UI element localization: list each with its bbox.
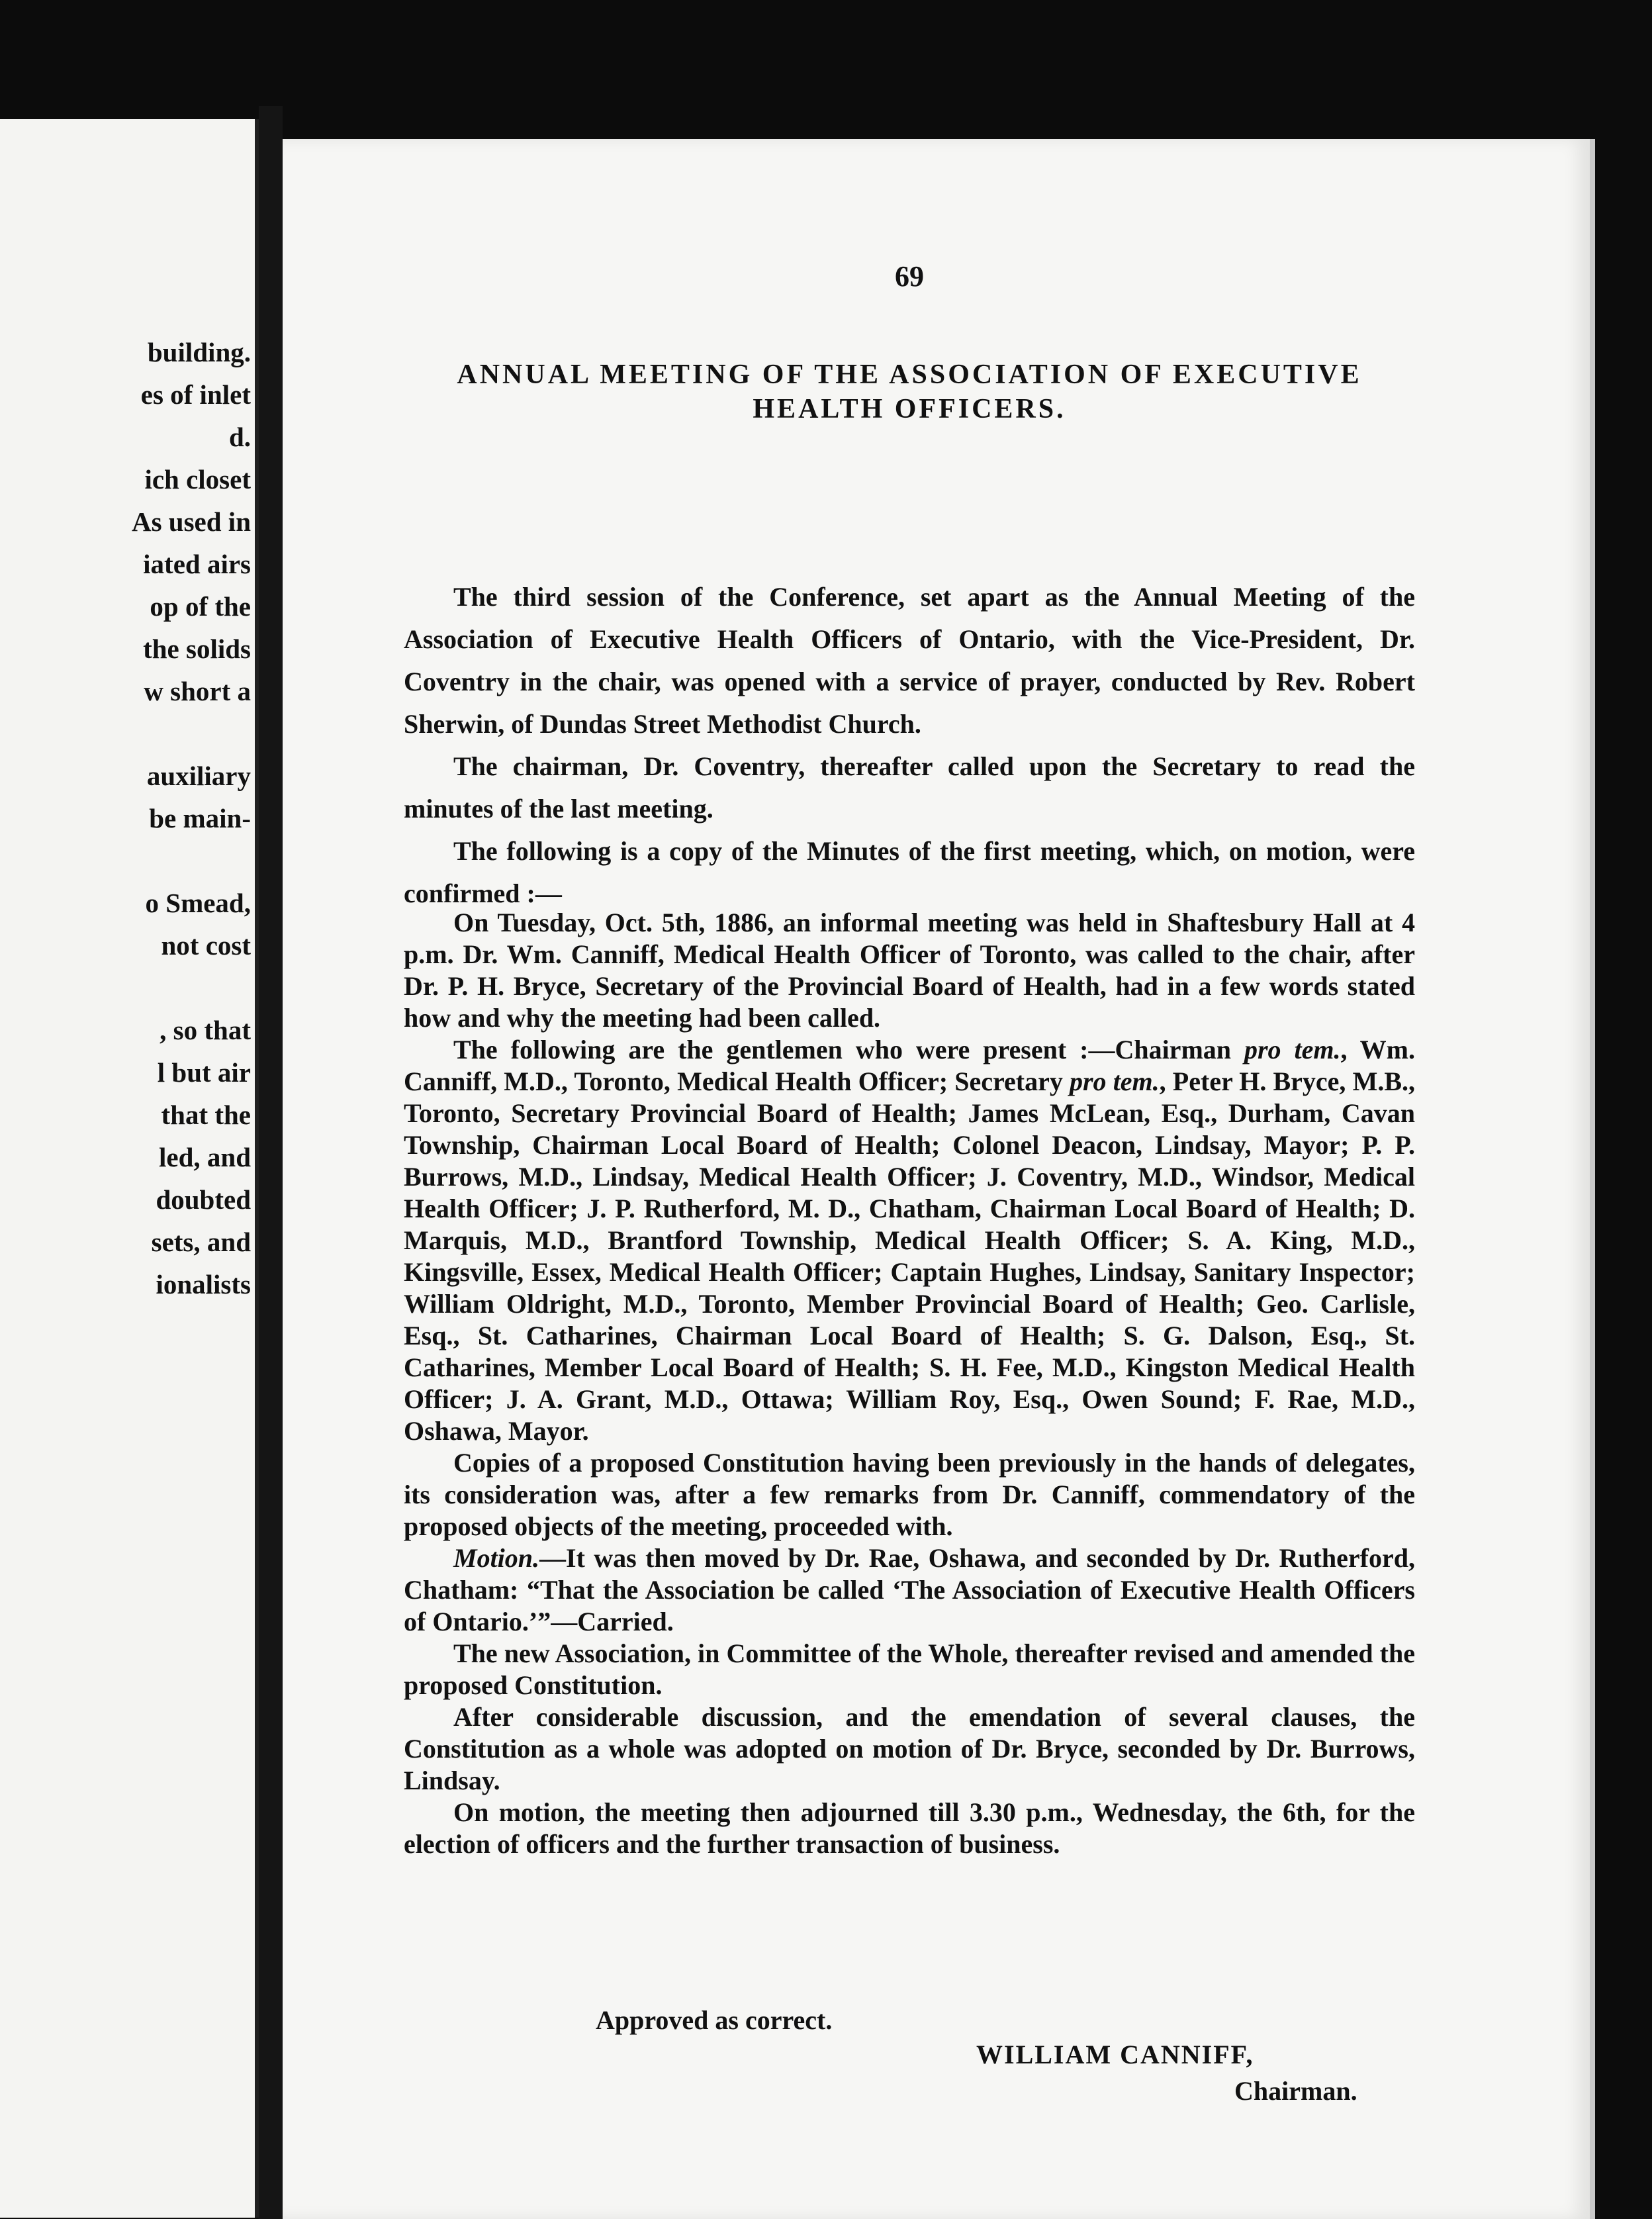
intro-section	[404, 576, 1415, 915]
book-gutter	[259, 106, 283, 2219]
left-page-line: be main-	[149, 803, 251, 833]
title-line-2: HEALTH OFFICERS.	[753, 394, 1066, 424]
signature-name: WILLIAM CANNIFF,	[976, 2040, 1254, 2069]
left-page-line: As used in	[131, 506, 251, 537]
left-page-line: doubted	[156, 1184, 251, 1215]
left-page-line: iated airs	[143, 549, 251, 579]
left-page-line: led, and	[159, 1142, 251, 1172]
left-page-line: auxiliary	[146, 761, 251, 791]
left-page-line: d.	[228, 422, 251, 452]
signature-title: Chairman.	[1234, 2076, 1357, 2106]
left-page-line: o Smead,	[145, 888, 251, 918]
left-page-line: , so that	[160, 1015, 251, 1045]
pro-tem-italic: pro tem.	[1069, 1066, 1160, 1096]
pro-tem-italic: pro tem.	[1244, 1035, 1341, 1064]
left-page-line: ionalists	[156, 1269, 251, 1299]
left-page-line: ich closet	[144, 464, 251, 495]
left-page-text	[132, 331, 251, 1305]
left-page-line: the solids	[143, 634, 251, 664]
minutes-paragraph: On Tuesday, Oct. 5th, 1886, an informal meeting was held in Shaftesbury Hall at 4 p.m. Dr. Wm. Canniff, Medical Health Officer of Toronto, was called to the chair, after Dr. P. H. Bryce, Secretary of the Provincial Board of Health, had in a few words stated how and why the meeting had been called.	[404, 908, 1415, 1033]
left-page-line: sets, and	[151, 1227, 251, 1257]
minutes-section	[404, 907, 1415, 1860]
minutes-paragraph: Copies of a proposed Constitution having been previously in the hands of delegates, its consideration was, after a few remarks from Dr. Canniff, commendatory of the proposed objects of the meeting, proceeded with.	[404, 1448, 1415, 1541]
article-title	[404, 357, 1415, 426]
attendees-text: The following are the gentlemen who were present :—Chairman	[453, 1035, 1244, 1064]
left-page-line	[132, 712, 251, 755]
minutes-paragraph: On motion, the meeting then adjourned till 3.30 p.m., Wednesday, the 6th, for the election of officers and the further transaction of business.	[404, 1797, 1415, 1859]
title-line-1: ANNUAL MEETING OF THE ASSOCIATION OF EXECUTIVE	[457, 359, 1362, 390]
approved-line: Approved as correct.	[596, 2005, 833, 2035]
left-page-line: op of the	[150, 591, 251, 622]
left-page-line: l but air	[157, 1057, 251, 1088]
left-page-line	[132, 967, 251, 1009]
left-page-line	[132, 839, 251, 882]
intro-paragraph: The chairman, Dr. Coventry, thereafter called upon the Secretary to read the minutes of the last meeting.	[404, 751, 1415, 824]
left-page-line: not cost	[161, 930, 251, 961]
left-page-line: w short a	[144, 676, 251, 706]
intro-paragraph: The third session of the Conference, set apart as the Annual Meeting of the Association of Executive Health Officers of Ontario, with the Vice-President, Dr. Coventry in the chair, was opened with a service of prayer, conducted by Rev. Robert Sherwin, of Dundas Street Methodist Church.	[404, 582, 1415, 739]
attendees-text: , Wm. Canniff, M.D., Toronto, Medical Health Officer; Secretary	[404, 1035, 1415, 1096]
left-page-line: building.	[147, 337, 251, 367]
left-page-line: es of inlet	[140, 379, 251, 410]
motion-paragraph	[404, 1542, 1415, 1638]
minutes-paragraph: The new Association, in Committee of the Whole, thereafter revised and amended the proposed Constitution.	[404, 1638, 1415, 1700]
attendees-text: , Peter H. Bryce, M.B., Toronto, Secretary Provincial Board of Health; James McLean, Esq., Durham, Cavan Township, Chairman Local Board of Health; Colonel Deacon, Lindsay, Mayor; P. P. Burrows, M.D., Lindsay, Medical Health Officer; J. Coventry, M.D., Windsor, Medical Health Officer; J. P. Rutherford, M. D., Chatham, Chairman Local Board of Health; D. Marquis, M.D., Brantford Township, Medical Health Officer; S. A. King, M.D., Kingsville, Essex, Medical Health Officer; Captain Hughes, Lindsay, Sanitary Inspector; William Oldright, M.D., Toronto, Member Provincial Board of Health; Geo. Carlisle, Esq., St. Catharines, Chairman Local Board of Health; S. G. Dalson, Esq., St. Catharines, Member Local Board of Health; S. H. Fee, M.D., Kingston Medical Health Officer; J. A. Grant, M.D., Ottawa; William Roy, Esq., Owen Sound; F. Rae, M.D., Oshawa, Mayor.	[404, 1066, 1416, 1446]
left-facing-page	[0, 119, 259, 2218]
intro-paragraph: The following is a copy of the Minutes of the first meeting, which, on motion, were confirmed :—	[404, 836, 1415, 908]
motion-text: —It was then moved by Dr. Rae, Oshawa, and seconded by Dr. Rutherford, Chatham: “That the Association be called ‘The Association of Executive Health Officers of Ontario.’”—Carried.	[404, 1543, 1415, 1636]
motion-label: Motion.	[453, 1543, 540, 1573]
left-page-line: that the	[161, 1100, 251, 1130]
minutes-paragraph: After considerable discussion, and the emendation of several clauses, the Constitution as a whole was adopted on motion of Dr. Bryce, seconded by Dr. Burrows, Lindsay.	[404, 1702, 1415, 1795]
main-page	[283, 139, 1595, 2219]
page-number: 69	[895, 260, 924, 293]
attendees-paragraph	[404, 1034, 1415, 1447]
